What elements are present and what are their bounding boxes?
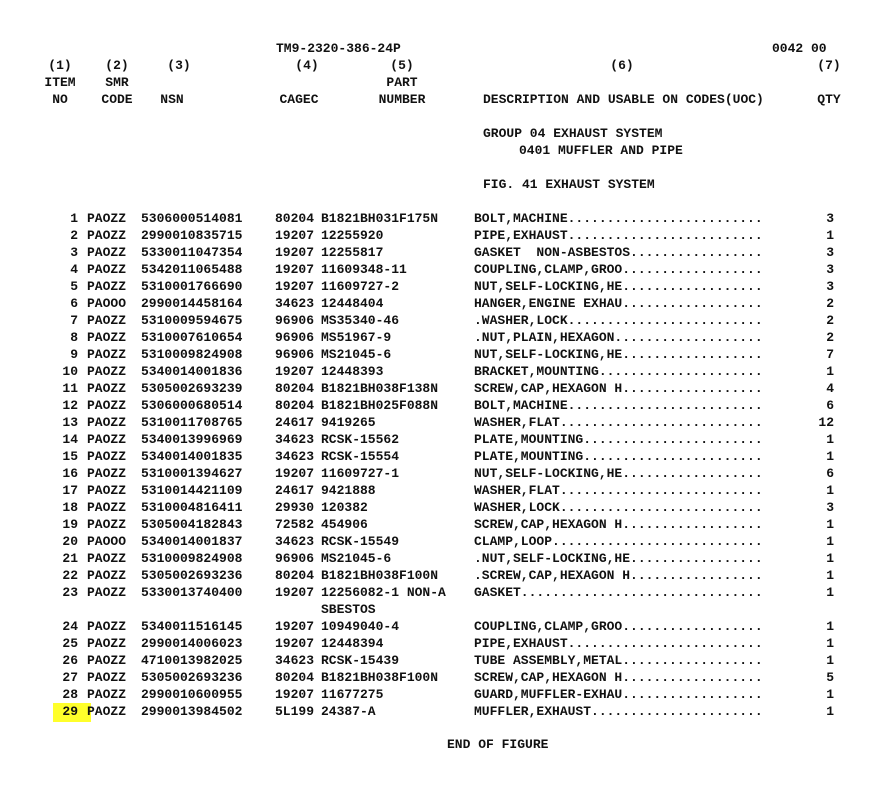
item-no-cell: 18 bbox=[62, 500, 78, 515]
description-cell: COUPLING,CLAMP,GROO.................. bbox=[474, 619, 763, 634]
column-num-cagec: (4) bbox=[295, 58, 319, 73]
description-cell: .NUT,SELF-LOCKING,HE................. bbox=[474, 551, 763, 566]
cagec-cell: 29930 bbox=[275, 500, 315, 515]
item-no-cell: 10 bbox=[62, 364, 78, 379]
qty-cell: 1 bbox=[826, 228, 834, 243]
part-number-cell: RCSK-15549 bbox=[321, 534, 400, 549]
part-number-cell: 11609727-1 bbox=[321, 466, 400, 481]
qty-cell: 2 bbox=[826, 313, 834, 328]
table-row bbox=[0, 296, 880, 313]
item-no-cell: 25 bbox=[62, 636, 78, 651]
cagec-cell: 5L199 bbox=[275, 704, 315, 719]
item-no-cell: 23 bbox=[62, 585, 78, 600]
cagec-cell: 80204 bbox=[275, 211, 315, 226]
table-row bbox=[0, 534, 880, 551]
cagec-cell: 19207 bbox=[275, 619, 315, 634]
nsn-cell: 5310007610654 bbox=[141, 330, 243, 345]
nsn-cell: 5306000680514 bbox=[141, 398, 243, 413]
cagec-cell: 19207 bbox=[275, 585, 315, 600]
qty-cell: 2 bbox=[826, 330, 834, 345]
qty-cell: 7 bbox=[826, 347, 834, 362]
part-number-cell: RCSK-15439 bbox=[321, 653, 400, 668]
description-cell: NUT,SELF-LOCKING,HE.................. bbox=[474, 466, 763, 481]
qty-cell: 3 bbox=[826, 279, 834, 294]
description-cell: WASHER,LOCK.......................... bbox=[474, 500, 763, 515]
smr-code-cell: PAOZZ bbox=[87, 228, 127, 243]
description-cell: .SCREW,CAP,HEXAGON H................. bbox=[474, 568, 763, 583]
table-row-continuation bbox=[0, 602, 880, 619]
nsn-cell: 4710013982025 bbox=[141, 653, 243, 668]
table-row bbox=[0, 330, 880, 347]
table-row bbox=[0, 466, 880, 483]
part-number-cell: 11609727-2 bbox=[321, 279, 400, 294]
smr-code-cell: PAOZZ bbox=[87, 449, 127, 464]
part-number-cell: 9421888 bbox=[321, 483, 376, 498]
nsn-cell: 5340014001837 bbox=[141, 534, 243, 549]
cagec-cell: 19207 bbox=[275, 466, 315, 481]
column-num-description: (6) bbox=[610, 58, 634, 73]
table-row bbox=[0, 687, 880, 704]
part-number-cell: 11677275 bbox=[321, 687, 384, 702]
table-row bbox=[0, 262, 880, 279]
qty-cell: 1 bbox=[826, 585, 834, 600]
table-row bbox=[0, 347, 880, 364]
table-row bbox=[0, 415, 880, 432]
part-number-cell: RCSK-15562 bbox=[321, 432, 400, 447]
smr-code-cell: PAOZZ bbox=[87, 466, 127, 481]
item-no-cell: 19 bbox=[62, 517, 78, 532]
part-number-cell: B1821BH038F138N bbox=[321, 381, 439, 396]
column-label-part: PART bbox=[386, 75, 418, 90]
smr-code-cell: PAOZZ bbox=[87, 704, 127, 719]
cagec-cell: 34623 bbox=[275, 296, 315, 311]
item-no-cell: 17 bbox=[62, 483, 78, 498]
cagec-cell: 80204 bbox=[275, 670, 315, 685]
smr-code-cell: PAOZZ bbox=[87, 432, 127, 447]
column-label-no: NO bbox=[52, 92, 68, 107]
qty-cell: 1 bbox=[826, 517, 834, 532]
item-no-cell: 9 bbox=[70, 347, 78, 362]
qty-cell: 6 bbox=[826, 466, 834, 481]
cagec-cell: 96906 bbox=[275, 347, 315, 362]
qty-cell: 1 bbox=[826, 449, 834, 464]
table-row bbox=[0, 500, 880, 517]
smr-code-cell: PAOZZ bbox=[87, 653, 127, 668]
nsn-cell: 5310014421109 bbox=[141, 483, 243, 498]
nsn-cell: 5305004182843 bbox=[141, 517, 243, 532]
smr-code-cell: PAOZZ bbox=[87, 279, 127, 294]
item-no-cell: 24 bbox=[62, 619, 78, 634]
nsn-cell: 5305002693239 bbox=[141, 381, 243, 396]
table-row bbox=[0, 517, 880, 534]
table-row bbox=[0, 398, 880, 415]
cagec-cell: 19207 bbox=[275, 245, 315, 260]
nsn-cell: 5310011708765 bbox=[141, 415, 243, 430]
table-row bbox=[0, 653, 880, 670]
nsn-cell: 5310004816411 bbox=[141, 500, 243, 515]
item-no-cell: 26 bbox=[62, 653, 78, 668]
item-no-cell: 15 bbox=[62, 449, 78, 464]
smr-code-cell: PAOZZ bbox=[87, 483, 127, 498]
smr-code-cell: PAOZZ bbox=[87, 500, 127, 515]
item-no-cell: 11 bbox=[62, 381, 78, 396]
part-number-cell: 11609348-11 bbox=[321, 262, 407, 277]
qty-cell: 1 bbox=[826, 687, 834, 702]
item-no-cell: 21 bbox=[62, 551, 78, 566]
nsn-cell: 5330013740400 bbox=[141, 585, 243, 600]
table-row bbox=[0, 245, 880, 262]
smr-code-cell: PAOZZ bbox=[87, 211, 127, 226]
nsn-cell: 5306000514081 bbox=[141, 211, 243, 226]
item-no-cell: 22 bbox=[62, 568, 78, 583]
cagec-cell: 96906 bbox=[275, 330, 315, 345]
part-number-cell: 9419265 bbox=[321, 415, 376, 430]
item-no-cell: 20 bbox=[62, 534, 78, 549]
part-number-cell: 12255920 bbox=[321, 228, 384, 243]
part-number-cell: 12448394 bbox=[321, 636, 384, 651]
description-cell: GASKET NON-ASBESTOS................. bbox=[474, 245, 763, 260]
smr-code-cell: PAOZZ bbox=[87, 636, 127, 651]
item-no-cell: 28 bbox=[62, 687, 78, 702]
part-number-cell: MS51967-9 bbox=[321, 330, 392, 345]
description-cell: MUFFLER,EXHAUST...................... bbox=[474, 704, 763, 719]
qty-cell: 3 bbox=[826, 500, 834, 515]
column-label-qty: QTY bbox=[817, 92, 841, 107]
nsn-cell: 5310009594675 bbox=[141, 313, 243, 328]
part-number-cell: B1821BH038F100N bbox=[321, 568, 439, 583]
nsn-cell: 5305002693236 bbox=[141, 568, 243, 583]
description-cell: CLAMP,LOOP........................... bbox=[474, 534, 763, 549]
description-cell: GASKET............................... bbox=[474, 585, 763, 600]
table-row bbox=[0, 364, 880, 381]
cagec-cell: 80204 bbox=[275, 568, 315, 583]
qty-cell: 1 bbox=[826, 483, 834, 498]
column-num-qty: (7) bbox=[817, 58, 841, 73]
item-no-cell: 8 bbox=[70, 330, 78, 345]
page-number: 0042 00 bbox=[772, 41, 827, 56]
qty-cell: 1 bbox=[826, 432, 834, 447]
smr-code-cell: PAOZZ bbox=[87, 619, 127, 634]
group-title: GROUP 04 EXHAUST SYSTEM bbox=[483, 126, 663, 141]
cagec-cell: 96906 bbox=[275, 313, 315, 328]
item-no-cell: 7 bbox=[70, 313, 78, 328]
description-cell: SCREW,CAP,HEXAGON H.................. bbox=[474, 381, 763, 396]
cagec-cell: 34623 bbox=[275, 653, 315, 668]
cagec-cell: 19207 bbox=[275, 228, 315, 243]
qty-cell: 3 bbox=[826, 211, 834, 226]
smr-code-cell: PAOZZ bbox=[87, 398, 127, 413]
table-row bbox=[0, 313, 880, 330]
table-row bbox=[0, 568, 880, 585]
description-cell: WASHER,FLAT.......................... bbox=[474, 483, 763, 498]
nsn-cell: 5342011065488 bbox=[141, 262, 243, 277]
table-row bbox=[0, 432, 880, 449]
cagec-cell: 96906 bbox=[275, 551, 315, 566]
description-cell: COUPLING,CLAMP,GROO.................. bbox=[474, 262, 763, 277]
item-no-cell: 2 bbox=[70, 228, 78, 243]
part-number-cell: B1821BH025F088N bbox=[321, 398, 439, 413]
cagec-cell: 34623 bbox=[275, 534, 315, 549]
description-cell: BOLT,MACHINE......................... bbox=[474, 398, 763, 413]
part-number-cell: 12255817 bbox=[321, 245, 384, 260]
description-cell: BRACKET,MOUNTING..................... bbox=[474, 364, 763, 379]
group-subtitle: 0401 MUFFLER AND PIPE bbox=[519, 143, 683, 158]
table-row bbox=[0, 585, 880, 602]
qty-cell: 5 bbox=[826, 670, 834, 685]
smr-code-cell: PAOZZ bbox=[87, 568, 127, 583]
smr-code-cell: PAOZZ bbox=[87, 313, 127, 328]
smr-code-cell: PAOZZ bbox=[87, 517, 127, 532]
description-cell: WASHER,FLAT.......................... bbox=[474, 415, 763, 430]
qty-cell: 4 bbox=[826, 381, 834, 396]
qty-cell: 1 bbox=[826, 636, 834, 651]
description-cell: .WASHER,LOCK......................... bbox=[474, 313, 763, 328]
table-row bbox=[0, 551, 880, 568]
nsn-cell: 5310009824908 bbox=[141, 551, 243, 566]
nsn-cell: 2990014006023 bbox=[141, 636, 243, 651]
cagec-cell: 19207 bbox=[275, 636, 315, 651]
item-no-cell: 14 bbox=[62, 432, 78, 447]
cagec-cell: 19207 bbox=[275, 687, 315, 702]
smr-code-cell: PAOZZ bbox=[87, 415, 127, 430]
column-num-item: (1) bbox=[48, 58, 72, 73]
nsn-cell: 5340014001836 bbox=[141, 364, 243, 379]
item-no-cell: 6 bbox=[70, 296, 78, 311]
smr-code-cell: PAOZZ bbox=[87, 687, 127, 702]
qty-cell: 1 bbox=[826, 364, 834, 379]
description-cell: PIPE,EXHAUST......................... bbox=[474, 636, 763, 651]
part-number-cell: B1821BH038F100N bbox=[321, 670, 439, 685]
table-row bbox=[0, 704, 880, 721]
part-number-cell: MS21045-6 bbox=[321, 347, 392, 362]
column-num-smr: (2) bbox=[105, 58, 129, 73]
column-label-code: CODE bbox=[101, 92, 133, 107]
nsn-cell: 2990010835715 bbox=[141, 228, 243, 243]
smr-code-cell: PAOZZ bbox=[87, 381, 127, 396]
description-cell: PLATE,MOUNTING....................... bbox=[474, 449, 763, 464]
qty-cell: 3 bbox=[826, 262, 834, 277]
part-number-cell: 12448393 bbox=[321, 364, 384, 379]
qty-cell: 2 bbox=[826, 296, 834, 311]
qty-cell: 1 bbox=[826, 551, 834, 566]
nsn-cell: 2990014458164 bbox=[141, 296, 243, 311]
description-cell: SCREW,CAP,HEXAGON H.................. bbox=[474, 670, 763, 685]
smr-code-cell: PAOZZ bbox=[87, 551, 127, 566]
smr-code-cell: PAOZZ bbox=[87, 262, 127, 277]
nsn-cell: 5310001394627 bbox=[141, 466, 243, 481]
qty-cell: 1 bbox=[826, 704, 834, 719]
column-label-nsn: NSN bbox=[160, 92, 184, 107]
cagec-cell: 72582 bbox=[275, 517, 315, 532]
table-row bbox=[0, 381, 880, 398]
column-num-nsn: (3) bbox=[167, 58, 191, 73]
document-id: TM9-2320-386-24P bbox=[276, 41, 401, 56]
part-number-cell: 120382 bbox=[321, 500, 368, 515]
description-cell: .NUT,PLAIN,HEXAGON................... bbox=[474, 330, 763, 345]
smr-code-cell: PAOZZ bbox=[87, 364, 127, 379]
item-no-cell: 16 bbox=[62, 466, 78, 481]
description-cell: SCREW,CAP,HEXAGON H.................. bbox=[474, 517, 763, 532]
part-number-cell: RCSK-15554 bbox=[321, 449, 400, 464]
table-row bbox=[0, 483, 880, 500]
description-cell: TUBE ASSEMBLY,METAL.................. bbox=[474, 653, 763, 668]
description-cell: PLATE,MOUNTING....................... bbox=[474, 432, 763, 447]
nsn-cell: 5340013996969 bbox=[141, 432, 243, 447]
part-number-cell: 12256082-1 NON-A bbox=[321, 585, 446, 600]
nsn-cell: 5330011047354 bbox=[141, 245, 243, 260]
description-cell: GUARD,MUFFLER-EXHAU.................. bbox=[474, 687, 763, 702]
column-num-part: (5) bbox=[390, 58, 414, 73]
nsn-cell: 2990010600955 bbox=[141, 687, 243, 702]
table-row bbox=[0, 636, 880, 653]
nsn-cell: 5310009824908 bbox=[141, 347, 243, 362]
table-row bbox=[0, 449, 880, 466]
item-no-cell: 3 bbox=[70, 245, 78, 260]
smr-code-cell: PAOZZ bbox=[87, 347, 127, 362]
table-row bbox=[0, 211, 880, 228]
cagec-cell: 19207 bbox=[275, 364, 315, 379]
part-number-cell: 24387-A bbox=[321, 704, 376, 719]
table-row bbox=[0, 670, 880, 687]
nsn-cell: 2990013984502 bbox=[141, 704, 243, 719]
smr-code-cell: PAOOO bbox=[87, 296, 127, 311]
description-cell: NUT,SELF-LOCKING,HE.................. bbox=[474, 279, 763, 294]
item-no-cell: 1 bbox=[70, 211, 78, 226]
part-number-cell: 10949040-4 bbox=[321, 619, 400, 634]
part-number-cell: MS35340-46 bbox=[321, 313, 400, 328]
cagec-cell: 19207 bbox=[275, 279, 315, 294]
cagec-cell: 80204 bbox=[275, 381, 315, 396]
qty-cell: 1 bbox=[826, 534, 834, 549]
cagec-cell: 34623 bbox=[275, 449, 315, 464]
item-no-cell: 13 bbox=[62, 415, 78, 430]
smr-code-cell: PAOOO bbox=[87, 534, 127, 549]
nsn-cell: 5340011516145 bbox=[141, 619, 243, 634]
item-no-cell: 5 bbox=[70, 279, 78, 294]
item-no-cell: 4 bbox=[70, 262, 78, 277]
column-label-smr: SMR bbox=[105, 75, 129, 90]
part-number-continuation: SBESTOS bbox=[321, 602, 376, 617]
nsn-cell: 5305002693236 bbox=[141, 670, 243, 685]
description-cell: BOLT,MACHINE......................... bbox=[474, 211, 763, 226]
part-number-cell: B1821BH031F175N bbox=[321, 211, 439, 226]
qty-cell: 12 bbox=[818, 415, 834, 430]
column-label-cagec: CAGEC bbox=[279, 92, 319, 107]
cagec-cell: 24617 bbox=[275, 483, 315, 498]
table-row bbox=[0, 279, 880, 296]
qty-cell: 1 bbox=[826, 568, 834, 583]
cagec-cell: 24617 bbox=[275, 415, 315, 430]
cagec-cell: 19207 bbox=[275, 262, 315, 277]
description-cell: HANGER,ENGINE EXHAU.................. bbox=[474, 296, 763, 311]
smr-code-cell: PAOZZ bbox=[87, 670, 127, 685]
nsn-cell: 5310001766690 bbox=[141, 279, 243, 294]
description-cell: PIPE,EXHAUST......................... bbox=[474, 228, 763, 243]
item-no-cell: 12 bbox=[62, 398, 78, 413]
smr-code-cell: PAOZZ bbox=[87, 245, 127, 260]
qty-cell: 1 bbox=[826, 653, 834, 668]
end-of-figure: END OF FIGURE bbox=[447, 737, 549, 752]
cagec-cell: 34623 bbox=[275, 432, 315, 447]
qty-cell: 6 bbox=[826, 398, 834, 413]
smr-code-cell: PAOZZ bbox=[87, 330, 127, 345]
table-row bbox=[0, 228, 880, 245]
part-number-cell: 12448404 bbox=[321, 296, 384, 311]
column-label-number: NUMBER bbox=[378, 92, 426, 107]
cagec-cell: 80204 bbox=[275, 398, 315, 413]
column-label-description: DESCRIPTION AND USABLE ON CODES(UOC) bbox=[483, 92, 764, 107]
description-cell: NUT,SELF-LOCKING,HE.................. bbox=[474, 347, 763, 362]
part-number-cell: 454906 bbox=[321, 517, 368, 532]
column-label-item: ITEM bbox=[44, 75, 76, 90]
item-no-cell: 29 bbox=[62, 704, 78, 719]
figure-title: FIG. 41 EXHAUST SYSTEM bbox=[483, 177, 655, 192]
qty-cell: 3 bbox=[826, 245, 834, 260]
table-row bbox=[0, 619, 880, 636]
nsn-cell: 5340014001835 bbox=[141, 449, 243, 464]
part-number-cell: MS21045-6 bbox=[321, 551, 392, 566]
qty-cell: 1 bbox=[826, 619, 834, 634]
item-no-cell: 27 bbox=[62, 670, 78, 685]
smr-code-cell: PAOZZ bbox=[87, 585, 127, 600]
